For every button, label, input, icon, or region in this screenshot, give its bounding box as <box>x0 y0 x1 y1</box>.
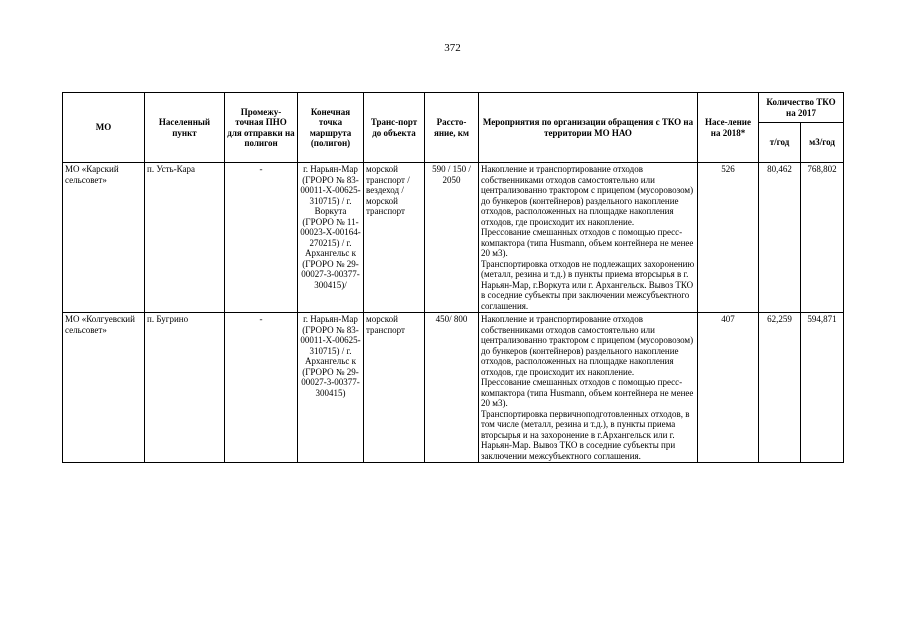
cell-settlement: п. Бугрино <box>145 313 225 463</box>
header-population: Насе-ление на 2018* <box>698 93 759 163</box>
cell-transport: морской транспорт / вездеход / морской транспорт <box>364 163 425 313</box>
header-settlement: Населенный пункт <box>145 93 225 163</box>
page-number: 372 <box>444 42 461 54</box>
cell-distance: 450/ 800 <box>425 313 479 463</box>
cell-tko-m3: 594,871 <box>801 313 844 463</box>
table-row <box>63 163 844 313</box>
cell-tko-m3: 768,802 <box>801 163 844 313</box>
header-transport: Транс-порт до объекта <box>364 93 425 163</box>
header-distance: Рассто-яние, км <box>425 93 479 163</box>
header-tko-tons: т/год <box>759 123 801 163</box>
cell-intermediate: - <box>225 163 298 313</box>
measure-paragraph: Транспортировка первичноподготовленных отходов, в том числе (металл, резина и т.д.), в пункты приема вторсырья и на захоронение в г.Архангельск или г. Нарьян-Мар. Вывоз ТКО в соседние субъекты при заключении межсубъектного соглашения. <box>481 408 690 461</box>
cell-population: 526 <box>698 163 759 313</box>
measure-paragraph: Прессование смешанных отходов с помощью пресс-компактора (типа Husmann, объем контейнера не менее 20 м3). <box>481 377 694 408</box>
cell-measures <box>479 163 698 313</box>
cell-mo: МО «Карский сельсовет» <box>63 163 145 313</box>
cell-final-point: г. Нарьян-Мар (ГРОРО № 83-00011-Х-00625-310715) / г. Архангельс к (ГРОРО № 29-00027-3-00377-300415) <box>298 313 364 463</box>
cell-tko-tons: 62,259 <box>759 313 801 463</box>
header-tko-group: Количество ТКО на 2017 <box>759 93 844 123</box>
header-measures: Мероприятия по организации обращения с ТКО на территории МО НАО <box>479 93 698 163</box>
tko-table <box>62 92 844 463</box>
measure-paragraph: Прессование смешанных отходов с помощью пресс-компактора (типа Husmann, объем контейнера не менее 20 м3). <box>481 227 694 258</box>
header-final-point: Конечная точка маршрута (полигон) <box>298 93 364 163</box>
cell-transport: морской транспорт <box>364 313 425 463</box>
header-mo: МО <box>63 93 145 163</box>
table-row <box>63 313 844 463</box>
measure-paragraph: Накопление и транспортирование отходов собственниками отходов самостоятельно или централизованно трактором с прицепом (мусоровозом) до бункеров (контейнеров) раздельного накопление отходов, расположенных на площадке накопления отходов, где происходит их накопление. <box>481 164 694 227</box>
cell-final-point: г. Нарьян-Мар (ГРОРО № 83-00011-Х-00625-310715) / г. Воркута (ГРОРО № 11-00023-Х-00164-270215) / г. Архангельс к (ГРОРО № 29-00027-3-00377-300415)/ <box>298 163 364 313</box>
header-tko-m3: м3/год <box>801 123 844 163</box>
cell-mo: МО «Колгуевский сельсовет» <box>63 313 145 463</box>
cell-tko-tons: 80,462 <box>759 163 801 313</box>
cell-settlement: п. Усть-Кара <box>145 163 225 313</box>
measure-paragraph: Накопление и транспортирование отходов собственниками отходов самостоятельно или централизованно трактором с прицепом (мусоровозом) до бункеров (контейнеров) раздельного накопление отходов, расположенных на площадке накопления отходов, где происходит их накопление. <box>481 314 694 377</box>
cell-intermediate: - <box>225 313 298 463</box>
cell-distance: 590 / 150 / 2050 <box>425 163 479 313</box>
measure-paragraph: Транспортировка отходов не подлежащих захоронению (металл, резина и т.д.) в пункты приема вторсырья в г. Нарьян-Мар, г.Воркута или г. Архангельск. Вывоз ТКО в соседние субъекты при заключении межсубъектного соглашения. <box>481 258 695 311</box>
header-intermediate: Промежу-точная ПНО для отправки на полигон <box>225 93 298 163</box>
cell-measures <box>479 313 698 463</box>
cell-population: 407 <box>698 313 759 463</box>
